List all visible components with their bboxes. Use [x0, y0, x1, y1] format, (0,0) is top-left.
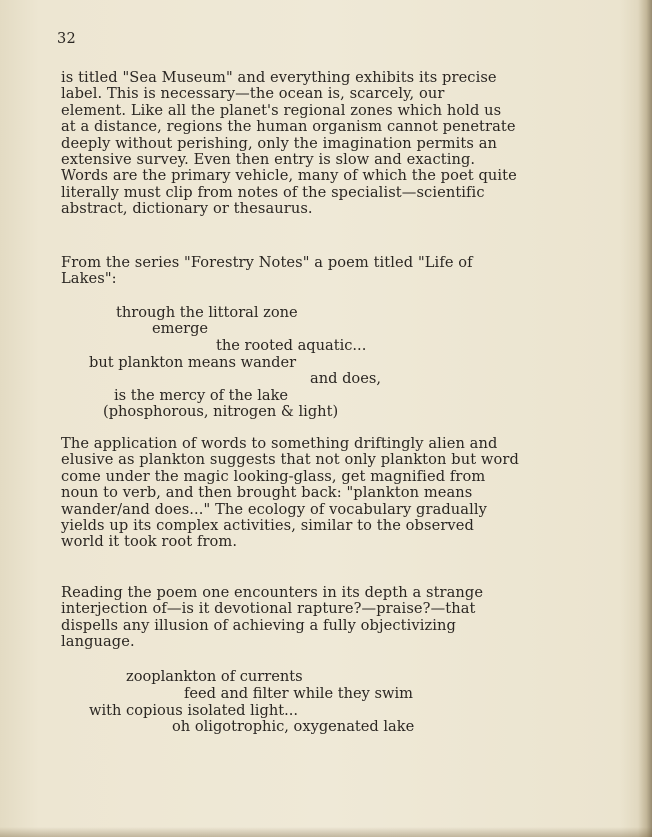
poem-line: (phosphorous, nitrogen & light) [103, 403, 339, 420]
text-line: Lakes": [61, 270, 117, 288]
text-line: abstract, dictionary or thesaurus. [61, 200, 313, 218]
text-line: dispells any illusion of achieving a fully objectivizing [61, 616, 456, 634]
poem-line: the rooted aquatic... [216, 337, 367, 354]
text-line: at a distance, regions the human organism cannot penetrate [61, 118, 516, 136]
text-line: world it took root from. [61, 533, 238, 551]
paragraph-forestry-notes-intro [61, 255, 581, 288]
text-line: label. This is necessary—the ocean is, scarcely, our [61, 85, 445, 103]
text-line: interjection of—is it devotional rapture?—praise?—that [61, 600, 476, 618]
text-line: literally must clip from notes of the specialist—scientific [61, 183, 485, 201]
poem-line: emerge [152, 320, 209, 337]
poem-line: zooplankton of currents [126, 668, 303, 685]
text-line: Words are the primary vehicle, many of which the poet quite [61, 167, 517, 185]
text-line: elusive as plankton suggests that not only plankton but word [61, 451, 519, 469]
page-number: 32 [57, 31, 77, 47]
page-bottom-shadow [0, 827, 652, 837]
text-line: deeply without perishing, only the imagination permits an [61, 134, 498, 152]
text-line: From the series "Forestry Notes" a poem titled "Life of [61, 254, 473, 271]
paragraph-sea-museum [61, 70, 581, 218]
poem-line: but plankton means wander [89, 354, 297, 371]
text-line: come under the magic looking-glass, get magnified from [61, 467, 486, 485]
text-line: is titled "Sea Museum" and everything exhibits its precise [61, 69, 497, 86]
poem-line: through the littoral zone [116, 304, 298, 321]
text-line: extensive survey. Even then entry is slow and exacting. [61, 151, 476, 169]
text-line: element. Like all the planet's regional zones which hold us [61, 101, 502, 119]
poem-line: feed and filter while they swim [184, 685, 414, 702]
text-line: yields up its complex activities, similar to the observed [61, 517, 474, 535]
poem-line: with copious isolated light... [89, 702, 298, 719]
page-edge-shadow [638, 0, 652, 837]
text-line: wander/and does..." The ecology of vocabulary gradually [61, 500, 487, 518]
text-line: language. [61, 633, 135, 651]
poem-line: is the mercy of the lake [114, 387, 289, 404]
text-line: noun to verb, and then brought back: "plankton means [61, 484, 473, 502]
paragraph-interjection [61, 585, 581, 651]
poem-line: oh oligotrophic, oxygenated lake [172, 718, 415, 735]
paragraph-plankton-words [61, 436, 581, 551]
text-line: Reading the poem one encounters in its depth a strange [61, 584, 484, 601]
poem-line: and does, [310, 370, 381, 387]
text-line: The application of words to something driftingly alien and [61, 435, 498, 452]
